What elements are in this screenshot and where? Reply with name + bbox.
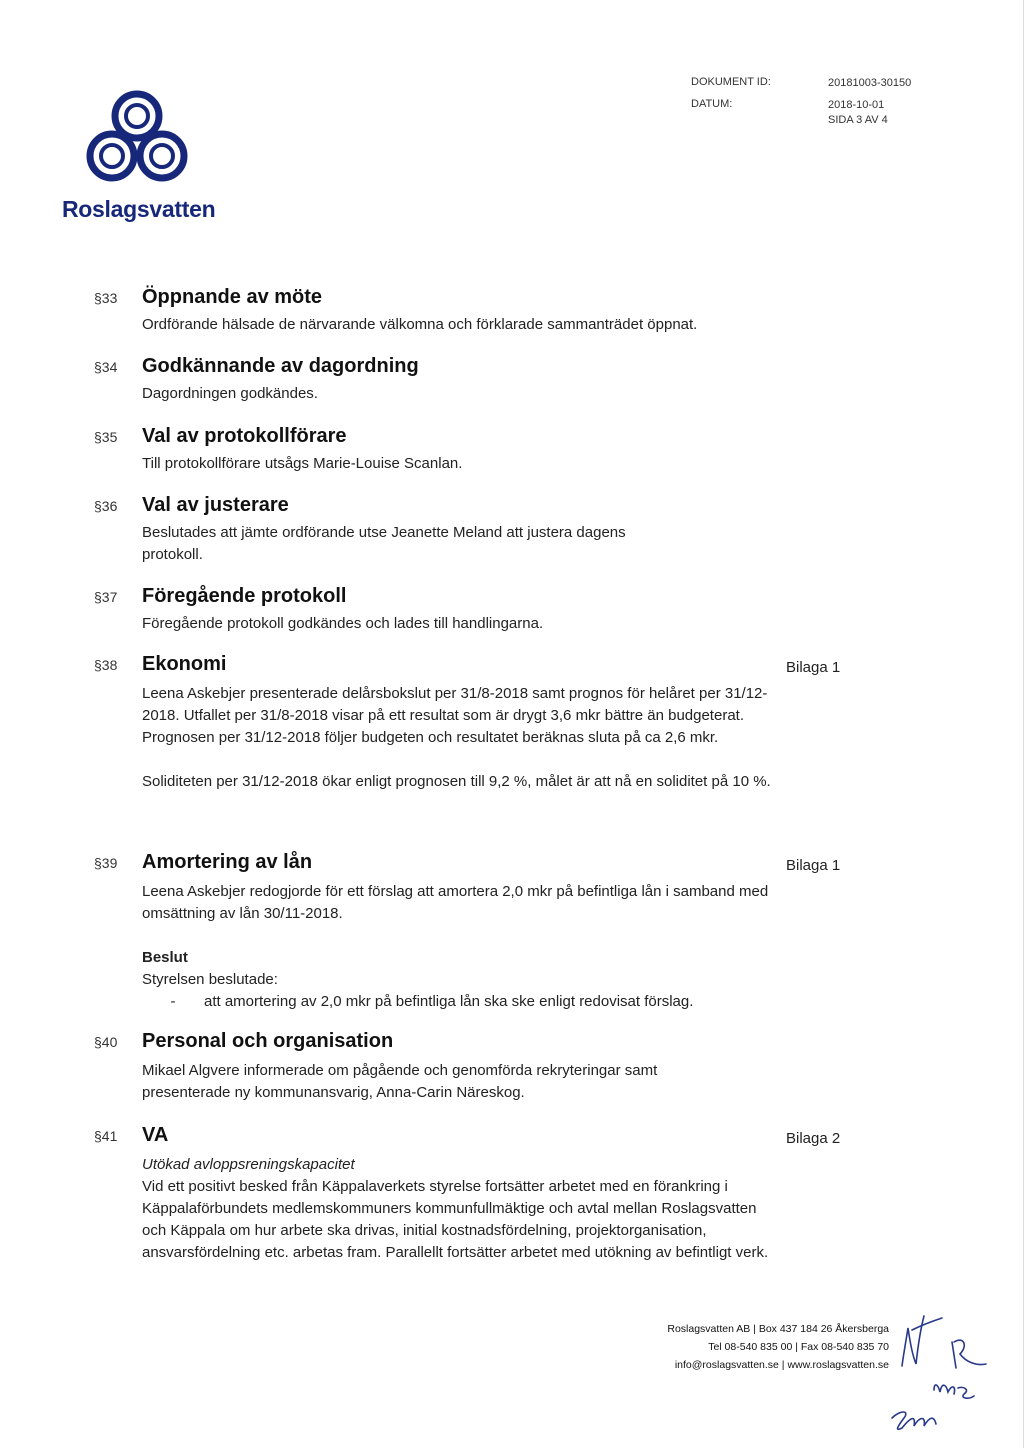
list-item-text: att amortering av 2,0 mkr på befintliga lån ska ske enligt redovisat förslag. [204, 993, 694, 1010]
beslut-heading: Beslut [142, 949, 188, 966]
section-number: §36 [94, 498, 118, 514]
paragraph: Föregående protokoll godkändes och lades till handlingarna. [142, 615, 544, 632]
section-title: Amortering av lån [142, 851, 313, 873]
section-body [142, 683, 772, 793]
section-number: §38 [94, 657, 118, 673]
handwritten-initials [890, 1306, 1000, 1436]
bilaga-reference: Bilaga 2 [786, 1130, 841, 1147]
company-logo [62, 88, 216, 223]
initials-signature-4 [892, 1412, 936, 1429]
dokument-id-value: 20181003-30150 [828, 77, 912, 89]
datum-label: DATUM: [691, 98, 733, 110]
section-number: §41 [94, 1128, 118, 1144]
bilaga-reference: Bilaga 1 [786, 857, 841, 874]
section-title: Ekonomi [142, 653, 227, 675]
paragraph: Leena Askebjer redogjorde för ett förslag att amortera 2,0 mkr på befintliga lån i samband med omsättning av lån 30/11-2018. [142, 883, 769, 922]
section-number: §33 [94, 290, 118, 306]
section-number: §37 [94, 589, 118, 605]
footer-web: info@roslagsvatten.se | www.roslagsvatten.se [674, 1359, 889, 1371]
initials-signature-3 [934, 1385, 974, 1398]
subheading: Utökad avloppsreningskapacitet [142, 1156, 355, 1173]
section-number: §40 [94, 1034, 118, 1050]
paragraph: Till protokollförare utsågs Marie-Louise Scanlan. [142, 455, 463, 472]
section-title: Öppnande av möte [142, 286, 323, 308]
datum-block [828, 98, 888, 128]
list-item [142, 991, 782, 1013]
footer-contact [667, 1320, 889, 1374]
list-bullet: - [170, 993, 176, 1010]
page-number: SIDA 3 AV 4 [828, 114, 888, 126]
footer-address: Roslagsvatten AB | Box 437 184 26 Åkersberga [667, 1323, 889, 1335]
paragraph: Dagordningen godkändes. [142, 385, 318, 402]
section-body [142, 881, 772, 1013]
paragraph: Beslutades att jämte ordförande utse Jeanette Meland att justera dagens protokoll. [142, 524, 626, 563]
datum-value: 2018-10-01 [828, 99, 885, 111]
logo-text: Roslagsvatten [62, 196, 216, 222]
section-title: Godkännande av dagordning [142, 355, 419, 377]
beslut-text: Styrelsen beslutade: [142, 971, 278, 988]
section-title: Val av protokollförare [142, 425, 347, 447]
paragraph: Soliditeten per 31/12-2018 ökar enligt prognosen till 9,2 %, målet är att nå en soliditet på 10 %. [142, 773, 771, 790]
section-title: Föregående protokoll [142, 585, 347, 607]
section-number: §39 [94, 855, 118, 871]
paragraph: Leena Askebjer presenterade delårsbokslut per 31/8-2018 samt prognos för helåret per 31/12-2018. Utfallet per 31/8-2018 visar på ett resultat som är drygt 3,6 mkr bättre än budgeterat. Prognosen per 31/12-2018 följer budgeten och resultatet beräknas sluta på ca 2,6 mkr. [142, 685, 768, 746]
section-title: Val av justerare [142, 494, 289, 516]
paragraph: Mikael Algvere informerade om pågående och genomförda rekryteringar samt presenterade ny kommunansvarig, Anna-Carin Näreskog. [142, 1062, 658, 1101]
document-meta [691, 76, 912, 126]
section-body [142, 522, 672, 566]
section-title: Personal och organisation [142, 1030, 394, 1052]
section-title: VA [142, 1124, 169, 1146]
footer-phone: Tel 08-540 835 00 | Fax 08-540 835 70 [708, 1341, 889, 1353]
section-body [142, 1060, 722, 1104]
paragraph: Ordförande hälsade de närvarande välkomna och förklarade sammanträdet öppnat. [142, 316, 698, 333]
section-body [142, 613, 772, 635]
dokument-id-label: DOKUMENT ID: [691, 76, 771, 88]
section-body [142, 314, 772, 336]
initials-stroke [912, 1318, 942, 1330]
section-number: §35 [94, 429, 118, 445]
bilaga-reference: Bilaga 1 [786, 659, 841, 676]
initials-signature-2 [952, 1340, 986, 1368]
section-body [142, 453, 772, 475]
paragraph: Vid ett positivt besked från Käppalaverkets styrelse fortsätter arbetet med en förankring i Käppalaförbundets medlemskommuners kommunfullmäktige och avtal mellan Roslagsvatten och Käppala om hur arbete ska drivas, initial kostnadsfördelning, projektorganisation, ansvarsfördelning etc. arbetas fram. Parallellt fortsätter arbetet med utökning av befintligt verk. [142, 1178, 769, 1261]
roslagsvatten-emblem-icon [84, 88, 190, 190]
section-number: §34 [94, 359, 118, 375]
section-body [142, 1154, 772, 1264]
section-body [142, 383, 772, 405]
initials-signature-1 [902, 1316, 924, 1366]
